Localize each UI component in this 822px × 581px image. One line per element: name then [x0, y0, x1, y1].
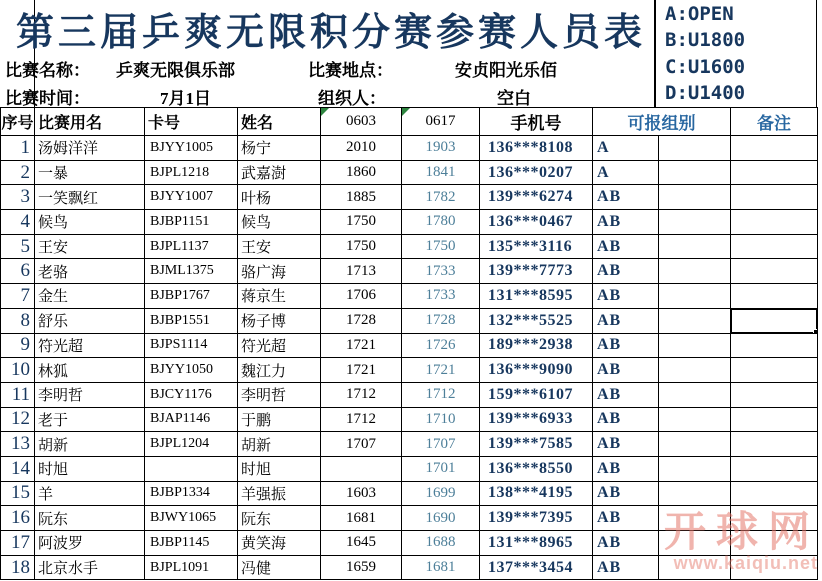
cell-group2[interactable] — [659, 210, 731, 235]
cell-remark[interactable] — [731, 136, 818, 161]
cell-r0603[interactable]: 1750 — [321, 234, 402, 259]
header-group[interactable]: 可报组别 — [593, 108, 731, 136]
cell-r0617[interactable]: 1701 — [402, 456, 480, 481]
cell-phone[interactable]: 139***7395 — [480, 506, 593, 531]
table-row — [1, 456, 818, 481]
cell-r0617[interactable]: 1903 — [402, 136, 480, 161]
header-seq[interactable]: 序号 — [1, 108, 35, 136]
cell-real-name[interactable]: 符光超 — [238, 333, 321, 358]
match-time-value[interactable]: 7月1日 — [160, 89, 211, 108]
cell-remark[interactable] — [731, 456, 818, 481]
cell-remark[interactable] — [731, 333, 818, 358]
cell-remark[interactable] — [731, 234, 818, 259]
selected-cell[interactable] — [731, 308, 818, 333]
cell-r0603[interactable]: 2010 — [321, 136, 402, 161]
header-0603[interactable]: 0603 — [321, 108, 402, 136]
cell-group2[interactable] — [659, 136, 731, 161]
cell-seq[interactable]: 2 — [1, 160, 35, 185]
cell-name[interactable]: 候鸟 — [35, 210, 145, 235]
cell-real-name[interactable]: 李明哲 — [238, 382, 321, 407]
cell-group2[interactable] — [659, 456, 731, 481]
cell-group2[interactable] — [659, 160, 731, 185]
cell-seq[interactable]: 4 — [1, 210, 35, 235]
table-row — [1, 284, 818, 309]
cell-name[interactable]: 老于 — [35, 407, 145, 432]
venue-value[interactable]: 安贞阳光乐佰 — [455, 61, 557, 80]
cell-group[interactable]: AB — [593, 185, 659, 210]
cell-seq[interactable]: 13 — [1, 432, 35, 457]
cell-group[interactable]: AB — [593, 234, 659, 259]
cell-real-name[interactable]: 于鹏 — [238, 407, 321, 432]
table-row — [1, 136, 818, 161]
cell-name[interactable]: 金生 — [35, 284, 145, 309]
cell-phone[interactable]: 137***3454 — [480, 555, 593, 580]
cell-group[interactable]: AB — [593, 358, 659, 383]
cell-name[interactable]: 林狐 — [35, 358, 145, 383]
cell-remark[interactable] — [731, 358, 818, 383]
cell-group[interactable]: AB — [593, 308, 659, 333]
cell-real-name[interactable]: 王安 — [238, 234, 321, 259]
table-row — [1, 185, 818, 210]
cell-card[interactable]: BJPL1218 — [145, 160, 238, 185]
cell-r0617[interactable]: 1707 — [402, 432, 480, 457]
cell-r0603[interactable]: 1707 — [321, 432, 402, 457]
cell-seq[interactable]: 5 — [1, 234, 35, 259]
watermark-site-name: 开球网 — [663, 508, 820, 555]
header-real-name[interactable]: 姓名 — [238, 108, 321, 136]
cell-phone[interactable]: 139***6933 — [480, 407, 593, 432]
legend-item-d[interactable]: D:U1400 — [665, 82, 746, 105]
cell-real-name[interactable]: 叶杨 — [238, 185, 321, 210]
cell-card[interactable]: BJBP1551 — [145, 308, 238, 333]
venue-label[interactable]: 比赛地点： — [308, 61, 393, 80]
cell-real-name[interactable]: 杨子博 — [238, 308, 321, 333]
cell-group[interactable]: AB — [593, 432, 659, 457]
cell-card[interactable]: BJYY1007 — [145, 185, 238, 210]
cell-group2[interactable] — [659, 407, 731, 432]
table-row — [1, 210, 818, 235]
cell-card[interactable]: BJBP1145 — [145, 531, 238, 556]
cell-r0603[interactable]: 1713 — [321, 259, 402, 284]
sheet-header-area — [0, 0, 822, 107]
header-remark[interactable]: 备注 — [731, 108, 818, 136]
cell-group2[interactable] — [659, 506, 731, 531]
cell-real-name[interactable]: 骆广海 — [238, 259, 321, 284]
cell-group[interactable]: AB — [593, 407, 659, 432]
cell-remark[interactable] — [731, 284, 818, 309]
cell-group[interactable]: A — [593, 136, 659, 161]
header-0617[interactable]: 0617 — [402, 108, 480, 136]
page-title[interactable]: 第三届乒爽无限积分赛参赛人员表 — [16, 12, 647, 54]
match-name-value[interactable]: 乒爽无限俱乐部 — [116, 61, 235, 80]
cell-phone[interactable]: 135***3116 — [480, 234, 593, 259]
cell-phone[interactable]: 136***8108 — [480, 136, 593, 161]
cell-r0603[interactable]: 1603 — [321, 481, 402, 506]
cell-group2[interactable] — [659, 358, 731, 383]
cell-phone[interactable]: 136***0207 — [480, 160, 593, 185]
cell-real-name[interactable]: 阮东 — [238, 506, 321, 531]
table-row — [1, 308, 818, 333]
cell-r0603[interactable]: 1721 — [321, 333, 402, 358]
cell-r0603[interactable]: 1706 — [321, 284, 402, 309]
cell-real-name[interactable]: 武嘉澍 — [238, 160, 321, 185]
table-row — [1, 531, 818, 556]
cell-card[interactable]: BJBP1334 — [145, 481, 238, 506]
watermark-site-url: www.kaiqiu.net — [673, 553, 818, 573]
match-time-label[interactable]: 比赛时间： — [5, 89, 90, 108]
cell-group[interactable]: AB — [593, 259, 659, 284]
cell-group[interactable]: AB — [593, 531, 659, 556]
cell-name[interactable]: 时旭 — [35, 456, 145, 481]
table-row — [1, 555, 818, 580]
cell-r0617[interactable]: 1733 — [402, 259, 480, 284]
cell-phone[interactable]: 139***7773 — [480, 259, 593, 284]
cell-group[interactable]: A — [593, 160, 659, 185]
cell-r0603[interactable]: 1860 — [321, 160, 402, 185]
cell-remark[interactable] — [731, 531, 818, 556]
cell-r0617[interactable]: 1710 — [402, 407, 480, 432]
cell-card[interactable]: BJWY1065 — [145, 506, 238, 531]
legend-item-c[interactable]: C:U1600 — [665, 55, 746, 78]
cell-remark[interactable] — [731, 259, 818, 284]
table-row — [1, 160, 818, 185]
cell-seq[interactable]: 11 — [1, 382, 35, 407]
cell-remark[interactable] — [731, 382, 818, 407]
cell-group2[interactable] — [659, 234, 731, 259]
cell-group2[interactable] — [659, 555, 731, 580]
cell-r0617[interactable]: 1721 — [402, 358, 480, 383]
cell-phone[interactable]: 136***0467 — [480, 210, 593, 235]
cell-card[interactable]: BJBP1767 — [145, 284, 238, 309]
cell-seq[interactable]: 18 — [1, 555, 35, 580]
cell-name[interactable]: 一暴 — [35, 160, 145, 185]
cell-name[interactable]: 老骆 — [35, 259, 145, 284]
cell-real-name[interactable]: 冯健 — [238, 555, 321, 580]
cell-seq[interactable]: 3 — [1, 185, 35, 210]
cell-r0617[interactable]: 1681 — [402, 555, 480, 580]
cell-group2[interactable] — [659, 259, 731, 284]
cell-r0617[interactable]: 1750 — [402, 234, 480, 259]
cell-group[interactable]: AB — [593, 382, 659, 407]
cell-name[interactable]: 舒乐 — [35, 308, 145, 333]
cell-r0603[interactable]: 1750 — [321, 210, 402, 235]
cell-remark[interactable] — [731, 160, 818, 185]
cell-group[interactable]: AB — [593, 555, 659, 580]
cell-r0617[interactable]: 1733 — [402, 284, 480, 309]
cell-card[interactable]: BJPS1114 — [145, 333, 238, 358]
group-legend[interactable] — [654, 0, 817, 107]
cell-card[interactable]: BJML1375 — [145, 259, 238, 284]
table-row — [1, 481, 818, 506]
cell-phone[interactable]: 139***6274 — [480, 185, 593, 210]
organizer-value[interactable]: 空白 — [497, 89, 531, 108]
header-row — [1, 108, 818, 136]
cell-group2[interactable] — [659, 308, 731, 333]
organizer-label[interactable]: 组织人： — [318, 89, 386, 108]
cell-group2[interactable] — [659, 531, 731, 556]
cell-group2[interactable] — [659, 333, 731, 358]
cell-group[interactable]: AB — [593, 456, 659, 481]
cell-name[interactable]: 北京水手 — [35, 555, 145, 580]
cell-remark[interactable] — [731, 432, 818, 457]
cell-group[interactable]: AB — [593, 284, 659, 309]
cell-remark[interactable] — [731, 185, 818, 210]
cell-r0617[interactable]: 1728 — [402, 308, 480, 333]
legend-item-b[interactable]: B:U1800 — [665, 29, 746, 52]
cell-r0603[interactable] — [321, 456, 402, 481]
legend-item-a[interactable]: A:OPEN — [665, 3, 734, 25]
cell-phone[interactable]: 131***8965 — [480, 531, 593, 556]
cell-r0617[interactable]: 1780 — [402, 210, 480, 235]
cell-r0603[interactable]: 1712 — [321, 382, 402, 407]
cell-phone[interactable]: 139***7585 — [480, 432, 593, 457]
cell-card[interactable] — [145, 456, 238, 481]
cell-group2[interactable] — [659, 481, 731, 506]
cell-r0603[interactable]: 1728 — [321, 308, 402, 333]
match-name-label[interactable]: 比赛名称： — [5, 61, 90, 80]
table-row — [1, 382, 818, 407]
cell-card[interactable]: BJAP1146 — [145, 407, 238, 432]
cell-r0617[interactable]: 1688 — [402, 531, 480, 556]
cell-seq[interactable]: 7 — [1, 284, 35, 309]
table-body — [1, 136, 818, 580]
cell-r0603[interactable]: 1645 — [321, 531, 402, 556]
header-name[interactable]: 比赛用名 — [35, 108, 145, 136]
cell-card[interactable]: BJPL1137 — [145, 234, 238, 259]
cell-phone[interactable]: 159***6107 — [480, 382, 593, 407]
cell-real-name[interactable]: 杨宁 — [238, 136, 321, 161]
table-row — [1, 506, 818, 531]
cell-group[interactable]: AB — [593, 506, 659, 531]
cell-seq[interactable]: 6 — [1, 259, 35, 284]
cell-name[interactable]: 羊 — [35, 481, 145, 506]
cell-remark[interactable] — [731, 506, 818, 531]
table-row — [1, 407, 818, 432]
cell-r0603[interactable]: 1885 — [321, 185, 402, 210]
cell-r0617[interactable]: 1690 — [402, 506, 480, 531]
cell-real-name[interactable]: 魏江力 — [238, 358, 321, 383]
cell-r0603[interactable]: 1712 — [321, 407, 402, 432]
cell-remark[interactable] — [731, 481, 818, 506]
cell-name[interactable]: 阮东 — [35, 506, 145, 531]
cell-card[interactable]: BJYY1005 — [145, 136, 238, 161]
cell-phone[interactable]: 189***2938 — [480, 333, 593, 358]
table-row — [1, 333, 818, 358]
table-row — [1, 358, 818, 383]
cell-phone[interactable]: 138***4195 — [480, 481, 593, 506]
cell-seq[interactable]: 17 — [1, 531, 35, 556]
cell-card[interactable]: BJCY1176 — [145, 382, 238, 407]
cell-card[interactable]: BJBP1151 — [145, 210, 238, 235]
cell-phone[interactable]: 132***5525 — [480, 308, 593, 333]
cell-r0617[interactable]: 1726 — [402, 333, 480, 358]
cell-seq[interactable]: 14 — [1, 456, 35, 481]
cell-seq[interactable]: 10 — [1, 358, 35, 383]
cell-r0603[interactable]: 1659 — [321, 555, 402, 580]
cell-card[interactable]: BJYY1050 — [145, 358, 238, 383]
cell-phone[interactable]: 136***8550 — [480, 456, 593, 481]
cell-group[interactable]: AB — [593, 210, 659, 235]
cell-group2[interactable] — [659, 284, 731, 309]
cell-name[interactable]: 一笑飘红 — [35, 185, 145, 210]
cell-remark[interactable] — [731, 407, 818, 432]
cell-r0603[interactable]: 1721 — [321, 358, 402, 383]
cell-real-name[interactable]: 候鸟 — [238, 210, 321, 235]
cell-name[interactable]: 胡新 — [35, 432, 145, 457]
cell-real-name[interactable]: 时旭 — [238, 456, 321, 481]
cell-real-name[interactable]: 羊强振 — [238, 481, 321, 506]
cell-seq[interactable]: 9 — [1, 333, 35, 358]
cell-name[interactable]: 汤姆洋洋 — [35, 136, 145, 161]
cell-group2[interactable] — [659, 382, 731, 407]
cell-real-name[interactable]: 黄笑海 — [238, 531, 321, 556]
cell-seq[interactable]: 8 — [1, 308, 35, 333]
cell-card[interactable]: BJPL1091 — [145, 555, 238, 580]
cell-seq[interactable]: 15 — [1, 481, 35, 506]
cell-r0603[interactable]: 1681 — [321, 506, 402, 531]
cell-seq[interactable]: 16 — [1, 506, 35, 531]
cell-name[interactable]: 符光超 — [35, 333, 145, 358]
cell-remark[interactable] — [731, 555, 818, 580]
cell-r0617[interactable]: 1712 — [402, 382, 480, 407]
cell-card[interactable]: BJPL1204 — [145, 432, 238, 457]
header-card[interactable]: 卡号 — [145, 108, 238, 136]
cell-seq[interactable]: 1 — [1, 136, 35, 161]
cell-remark[interactable] — [731, 210, 818, 235]
cell-real-name[interactable]: 胡新 — [238, 432, 321, 457]
cell-phone[interactable]: 136***9090 — [480, 358, 593, 383]
cell-r0617[interactable]: 1782 — [402, 185, 480, 210]
cell-real-name[interactable]: 蒋京生 — [238, 284, 321, 309]
table-row — [1, 234, 818, 259]
cell-group2[interactable] — [659, 432, 731, 457]
cell-name[interactable]: 李明哲 — [35, 382, 145, 407]
cell-r0617[interactable]: 1841 — [402, 160, 480, 185]
participants-table — [0, 107, 818, 580]
cell-r0617[interactable]: 1699 — [402, 481, 480, 506]
cell-seq[interactable]: 12 — [1, 407, 35, 432]
table-row — [1, 432, 818, 457]
header-phone[interactable]: 手机号 — [480, 108, 593, 136]
cell-group[interactable]: AB — [593, 481, 659, 506]
table-row — [1, 259, 818, 284]
cell-name[interactable]: 王安 — [35, 234, 145, 259]
cell-name[interactable]: 阿波罗 — [35, 531, 145, 556]
cell-group2[interactable] — [659, 185, 731, 210]
cell-phone[interactable]: 131***8595 — [480, 284, 593, 309]
cell-group[interactable]: AB — [593, 333, 659, 358]
